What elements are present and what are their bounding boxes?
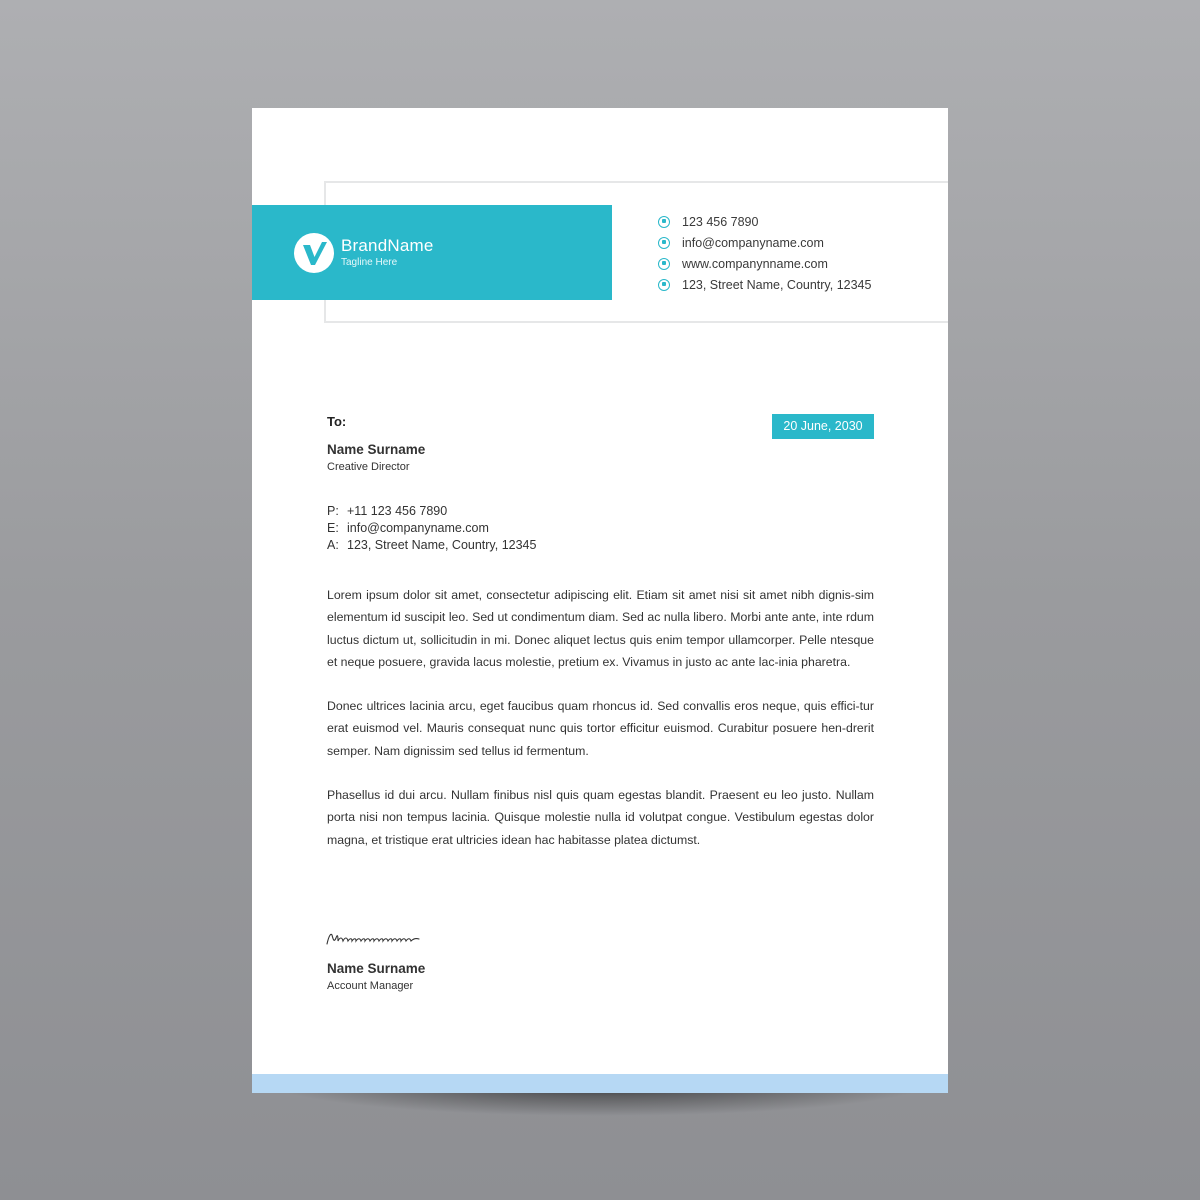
contact-web: [658, 253, 871, 274]
contact-address-text: 123, Street Name, Country, 12345: [682, 277, 872, 292]
recipient-role: Creative Director: [327, 461, 410, 473]
recipient-email-row: [327, 520, 536, 537]
recipient-name: Name Surname: [327, 442, 426, 457]
recipient-contact: [327, 503, 536, 554]
body-paragraph-1: Lorem ipsum dolor sit amet, consectetur adipiscing elit. Etiam sit amet nisi sit amet nibh dignis-sim elementum id suscipit leo. Sed ut condimentum diam. Sed ac nulla libero. Morbi ante ante, inte rdum luctus dictum ut, sollicitudin in mi. Donec aliquet lectus quis enim tempor ullamcorper. Pelle ntesque et neque posuere, gravida lacus molestie, pretium ex. Vivamus in justo ac ante lac-inia pharetra.: [327, 588, 874, 669]
v-check-logo-icon: [294, 233, 334, 273]
brand-tagline: Tagline Here: [341, 257, 398, 268]
recipient-phone: +11 123 456 7890: [347, 504, 448, 518]
contact-web-text: www.companynname.com: [682, 256, 828, 271]
recipient-email-label: E:: [327, 521, 339, 535]
contact-phone: [658, 211, 871, 232]
recipient-address-label: A:: [327, 538, 339, 552]
header-contacts: [658, 211, 871, 295]
recipient-email: info@companyname.com: [347, 521, 489, 535]
letter-body: [327, 584, 874, 873]
contact-address: [658, 274, 871, 295]
email-icon: [658, 237, 670, 249]
recipient-phone-row: [327, 503, 536, 520]
body-paragraph-2: Donec ultrices lacinia arcu, eget faucibus quam rhoncus id. Sed convallis eros neque, quis effici-tur erat euismod vel. Mauris consequat nunc quis tortor efficitur euismod. Curabitur posuere hen-drerit semper. Nam dignissim sed tellus id fermentum.: [327, 699, 874, 758]
recipient-address: 123, Street Name, Country, 12345: [347, 538, 537, 552]
web-icon: [658, 258, 670, 270]
phone-icon: [658, 216, 670, 228]
brand-name: BrandName: [341, 236, 434, 255]
contact-email: [658, 232, 871, 253]
to-label: To:: [327, 414, 347, 429]
contact-email-text: info@companyname.com: [682, 235, 824, 250]
recipient-phone-label: P:: [327, 504, 339, 518]
location-icon: [658, 279, 670, 291]
brand-band: [252, 205, 612, 300]
date-badge: 20 June, 2030: [772, 414, 874, 439]
handwritten-signature: [325, 929, 425, 954]
letterhead-page: [252, 108, 948, 1093]
contact-phone-text: 123 456 7890: [682, 214, 759, 229]
recipient-address-row: [327, 537, 536, 554]
sender-name: Name Surname: [327, 961, 426, 976]
footer-band: [252, 1074, 948, 1093]
sender-role: Account Manager: [327, 980, 414, 992]
body-paragraph-3: Phasellus id dui arcu. Nullam finibus nisl quis quam egestas blandit. Praesent eu leo justo. Nullam porta nisi non tempus lacinia. Quisque molestie nulla id volutpat congue. Vestibulum egestas dolor magna, et tristique erat ultricies idean hac habitasse platea dictumst.: [327, 788, 874, 847]
